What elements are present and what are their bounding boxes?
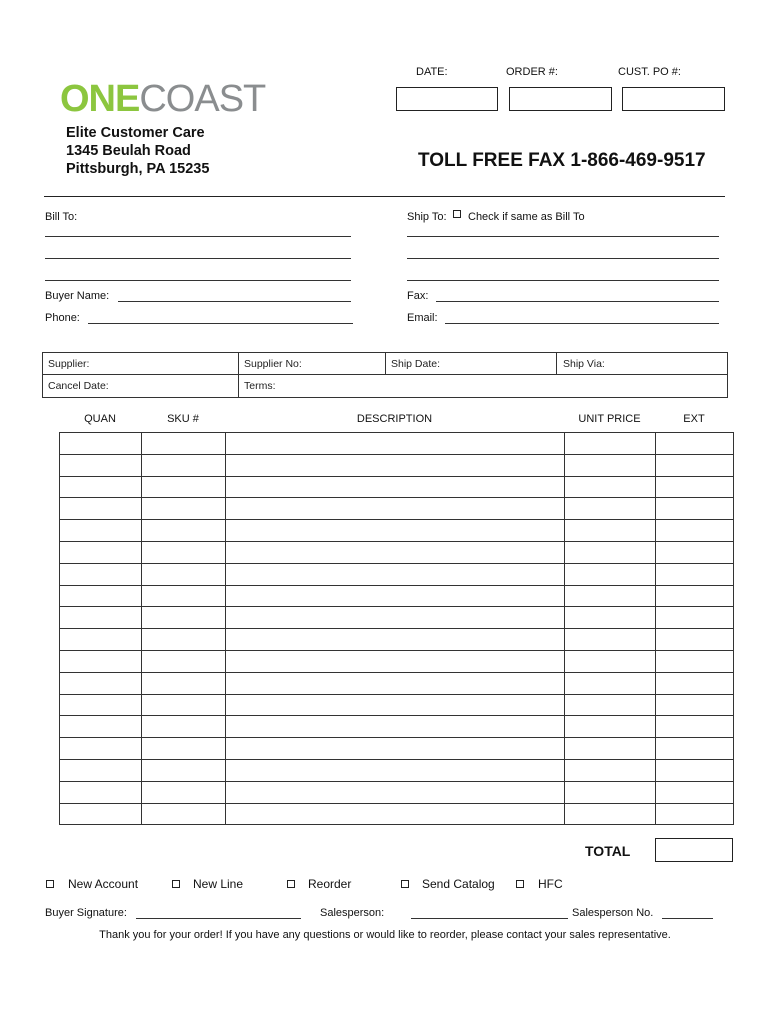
sku-cell[interactable] xyxy=(142,629,226,651)
fax-label: Fax: xyxy=(407,290,429,302)
description-cell[interactable] xyxy=(226,433,565,455)
buyer-name-label: Buyer Name: xyxy=(45,290,110,302)
send-catalog-label: Send Catalog xyxy=(422,877,495,891)
sku-cell[interactable] xyxy=(142,454,226,476)
bill-to-line-3[interactable] xyxy=(45,280,351,281)
logo-coast: COAST xyxy=(139,78,266,120)
description-cell[interactable] xyxy=(226,520,565,542)
sku-cell[interactable] xyxy=(142,803,226,825)
quan-cell[interactable] xyxy=(60,607,142,629)
table-row xyxy=(60,520,734,542)
table-row xyxy=(60,607,734,629)
quan-cell[interactable] xyxy=(60,629,142,651)
bill-to-line-2[interactable] xyxy=(45,258,351,259)
sku-cell[interactable] xyxy=(142,672,226,694)
address-line-3: Pittsburgh, PA 15235 xyxy=(66,161,210,177)
sku-cell[interactable] xyxy=(142,759,226,781)
ext-cell[interactable] xyxy=(656,541,734,563)
col-description: DESCRIPTION xyxy=(356,413,433,425)
terms-field[interactable]: Terms: xyxy=(244,380,276,392)
unit-price-cell[interactable] xyxy=(565,672,656,694)
table-row xyxy=(60,585,734,607)
unit-price-cell[interactable] xyxy=(565,738,656,760)
bill-to-line-1[interactable] xyxy=(45,236,351,237)
ext-cell[interactable] xyxy=(656,650,734,672)
bill-to-label: Bill To: xyxy=(45,211,78,223)
salesperson-no-label: Salesperson No. xyxy=(572,907,654,919)
description-cell[interactable] xyxy=(226,650,565,672)
ext-cell[interactable] xyxy=(656,585,734,607)
col-ext: EXT xyxy=(683,413,705,425)
ext-cell[interactable] xyxy=(656,738,734,760)
salesperson-label: Salesperson: xyxy=(320,907,385,919)
new-line-checkbox[interactable] xyxy=(172,880,180,888)
unit-price-cell[interactable] xyxy=(565,759,656,781)
onecoast-logo xyxy=(60,80,265,118)
ext-cell[interactable] xyxy=(656,716,734,738)
quan-cell[interactable] xyxy=(60,781,142,803)
table-row xyxy=(60,759,734,781)
address-line-2: 1345 Beulah Road xyxy=(66,143,191,159)
unit-price-cell[interactable] xyxy=(565,781,656,803)
sku-cell[interactable] xyxy=(142,476,226,498)
table-row xyxy=(60,563,734,585)
description-cell[interactable] xyxy=(226,607,565,629)
sku-cell[interactable] xyxy=(142,498,226,520)
supplier-no-field[interactable]: Supplier No: xyxy=(244,358,302,370)
send-catalog-checkbox[interactable] xyxy=(401,880,409,888)
ship-to-label: Ship To: xyxy=(407,211,447,223)
thank-you-note: Thank you for your order! If you have any questions or would like to reorder, please contact your sales representative. xyxy=(99,929,671,941)
quan-cell[interactable] xyxy=(60,650,142,672)
quan-cell[interactable] xyxy=(60,520,142,542)
buyer-signature-label: Buyer Signature: xyxy=(45,907,127,919)
table-row xyxy=(60,672,734,694)
ext-cell[interactable] xyxy=(656,629,734,651)
ext-cell[interactable] xyxy=(656,607,734,629)
same-as-bill-to-label: Check if same as Bill To xyxy=(468,211,585,223)
quan-cell[interactable] xyxy=(60,476,142,498)
description-cell[interactable] xyxy=(226,585,565,607)
table-row xyxy=(60,694,734,716)
quan-cell[interactable] xyxy=(60,433,142,455)
new-account-label: New Account xyxy=(68,877,139,891)
sku-cell[interactable] xyxy=(142,694,226,716)
sku-cell[interactable] xyxy=(142,433,226,455)
supplier-divider-1 xyxy=(238,352,239,398)
description-cell[interactable] xyxy=(226,781,565,803)
unit-price-cell[interactable] xyxy=(565,563,656,585)
hfc-checkbox[interactable] xyxy=(516,880,524,888)
description-cell[interactable] xyxy=(226,738,565,760)
order-number-field[interactable] xyxy=(509,87,612,111)
quan-cell[interactable] xyxy=(60,803,142,825)
toll-free-fax: TOLL FREE FAX 1-866-469-9517 xyxy=(418,150,706,171)
quan-cell[interactable] xyxy=(60,563,142,585)
sku-cell[interactable] xyxy=(142,541,226,563)
cancel-terms-row xyxy=(42,374,728,398)
hfc-label: HFC xyxy=(538,877,563,891)
unit-price-cell[interactable] xyxy=(565,433,656,455)
table-row xyxy=(60,629,734,651)
sku-cell[interactable] xyxy=(142,520,226,542)
description-cell[interactable] xyxy=(226,541,565,563)
date-label: DATE: xyxy=(416,66,448,78)
table-row xyxy=(60,650,734,672)
description-cell[interactable] xyxy=(226,563,565,585)
same-as-bill-to-checkbox[interactable] xyxy=(453,210,461,218)
email-field[interactable] xyxy=(445,323,719,324)
description-cell[interactable] xyxy=(226,672,565,694)
sku-cell[interactable] xyxy=(142,607,226,629)
sku-cell[interactable] xyxy=(142,563,226,585)
ext-cell[interactable] xyxy=(656,520,734,542)
unit-price-cell[interactable] xyxy=(565,520,656,542)
company-address xyxy=(66,124,209,178)
total-label: TOTAL xyxy=(585,843,631,859)
unit-price-cell[interactable] xyxy=(565,629,656,651)
new-line-label: New Line xyxy=(193,877,244,891)
ship-via-field[interactable]: Ship Via: xyxy=(563,358,605,370)
phone-label: Phone: xyxy=(45,312,80,324)
unit-price-cell[interactable] xyxy=(565,541,656,563)
col-sku: SKU # xyxy=(167,413,199,425)
ship-date-field[interactable]: Ship Date: xyxy=(391,358,441,370)
supplier-divider-2 xyxy=(385,352,386,375)
unit-price-cell[interactable] xyxy=(565,454,656,476)
buyer-signature-field[interactable] xyxy=(136,918,301,919)
description-cell[interactable] xyxy=(226,476,565,498)
quan-cell[interactable] xyxy=(60,716,142,738)
table-row xyxy=(60,716,734,738)
quan-cell[interactable] xyxy=(60,541,142,563)
salesperson-field[interactable] xyxy=(411,918,568,919)
buyer-name-field[interactable] xyxy=(118,301,351,302)
unit-price-cell[interactable] xyxy=(565,476,656,498)
table-row xyxy=(60,454,734,476)
cust-po-label: CUST. PO #: xyxy=(618,66,681,78)
table-row xyxy=(60,476,734,498)
date-field[interactable] xyxy=(396,87,498,111)
ship-to-line-3[interactable] xyxy=(407,280,719,281)
unit-price-cell[interactable] xyxy=(565,585,656,607)
quan-cell[interactable] xyxy=(60,672,142,694)
new-account-checkbox[interactable] xyxy=(46,880,54,888)
sku-cell[interactable] xyxy=(142,781,226,803)
quan-cell[interactable] xyxy=(60,585,142,607)
unit-price-cell[interactable] xyxy=(565,694,656,716)
description-cell[interactable] xyxy=(226,759,565,781)
cust-po-field[interactable] xyxy=(622,87,725,111)
cancel-date-field[interactable]: Cancel Date: xyxy=(48,380,109,392)
reorder-checkbox[interactable] xyxy=(287,880,295,888)
unit-price-cell[interactable] xyxy=(565,650,656,672)
unit-price-cell[interactable] xyxy=(565,716,656,738)
supplier-divider-3 xyxy=(556,352,557,375)
description-cell[interactable] xyxy=(226,498,565,520)
unit-price-cell[interactable] xyxy=(565,607,656,629)
total-field[interactable] xyxy=(655,838,733,862)
table-row xyxy=(60,781,734,803)
ext-cell[interactable] xyxy=(656,454,734,476)
header-divider xyxy=(44,196,725,197)
ext-cell[interactable] xyxy=(656,803,734,825)
col-unit-price: UNIT PRICE xyxy=(578,413,641,425)
sku-cell[interactable] xyxy=(142,738,226,760)
ext-cell[interactable] xyxy=(656,433,734,455)
quan-cell[interactable] xyxy=(60,759,142,781)
quan-cell[interactable] xyxy=(60,498,142,520)
unit-price-cell[interactable] xyxy=(565,498,656,520)
sku-cell[interactable] xyxy=(142,650,226,672)
ext-cell[interactable] xyxy=(656,498,734,520)
reorder-label: Reorder xyxy=(308,877,352,891)
fax-field[interactable] xyxy=(436,301,719,302)
sku-cell[interactable] xyxy=(142,585,226,607)
description-cell[interactable] xyxy=(226,803,565,825)
ext-cell[interactable] xyxy=(656,781,734,803)
email-label: Email: xyxy=(407,312,438,324)
col-quan: QUAN xyxy=(84,413,116,425)
quan-cell[interactable] xyxy=(60,454,142,476)
quan-cell[interactable] xyxy=(60,738,142,760)
quan-cell[interactable] xyxy=(60,694,142,716)
table-row xyxy=(60,738,734,760)
ext-cell[interactable] xyxy=(656,672,734,694)
supplier-field[interactable]: Supplier: xyxy=(48,358,90,370)
description-cell[interactable] xyxy=(226,629,565,651)
ext-cell[interactable] xyxy=(656,563,734,585)
description-cell[interactable] xyxy=(226,694,565,716)
items-table xyxy=(59,432,734,825)
phone-field[interactable] xyxy=(88,323,353,324)
logo-one: ONE xyxy=(60,78,140,120)
ext-cell[interactable] xyxy=(656,694,734,716)
salesperson-no-field[interactable] xyxy=(662,918,713,919)
ship-to-line-1[interactable] xyxy=(407,236,719,237)
table-row xyxy=(60,541,734,563)
table-row xyxy=(60,433,734,455)
table-row xyxy=(60,498,734,520)
address-line-1: Elite Customer Care xyxy=(66,125,205,141)
ext-cell[interactable] xyxy=(656,476,734,498)
description-cell[interactable] xyxy=(226,716,565,738)
ship-to-line-2[interactable] xyxy=(407,258,719,259)
sku-cell[interactable] xyxy=(142,716,226,738)
description-cell[interactable] xyxy=(226,454,565,476)
ext-cell[interactable] xyxy=(656,759,734,781)
order-number-label: ORDER #: xyxy=(506,66,558,78)
unit-price-cell[interactable] xyxy=(565,803,656,825)
table-row xyxy=(60,803,734,825)
